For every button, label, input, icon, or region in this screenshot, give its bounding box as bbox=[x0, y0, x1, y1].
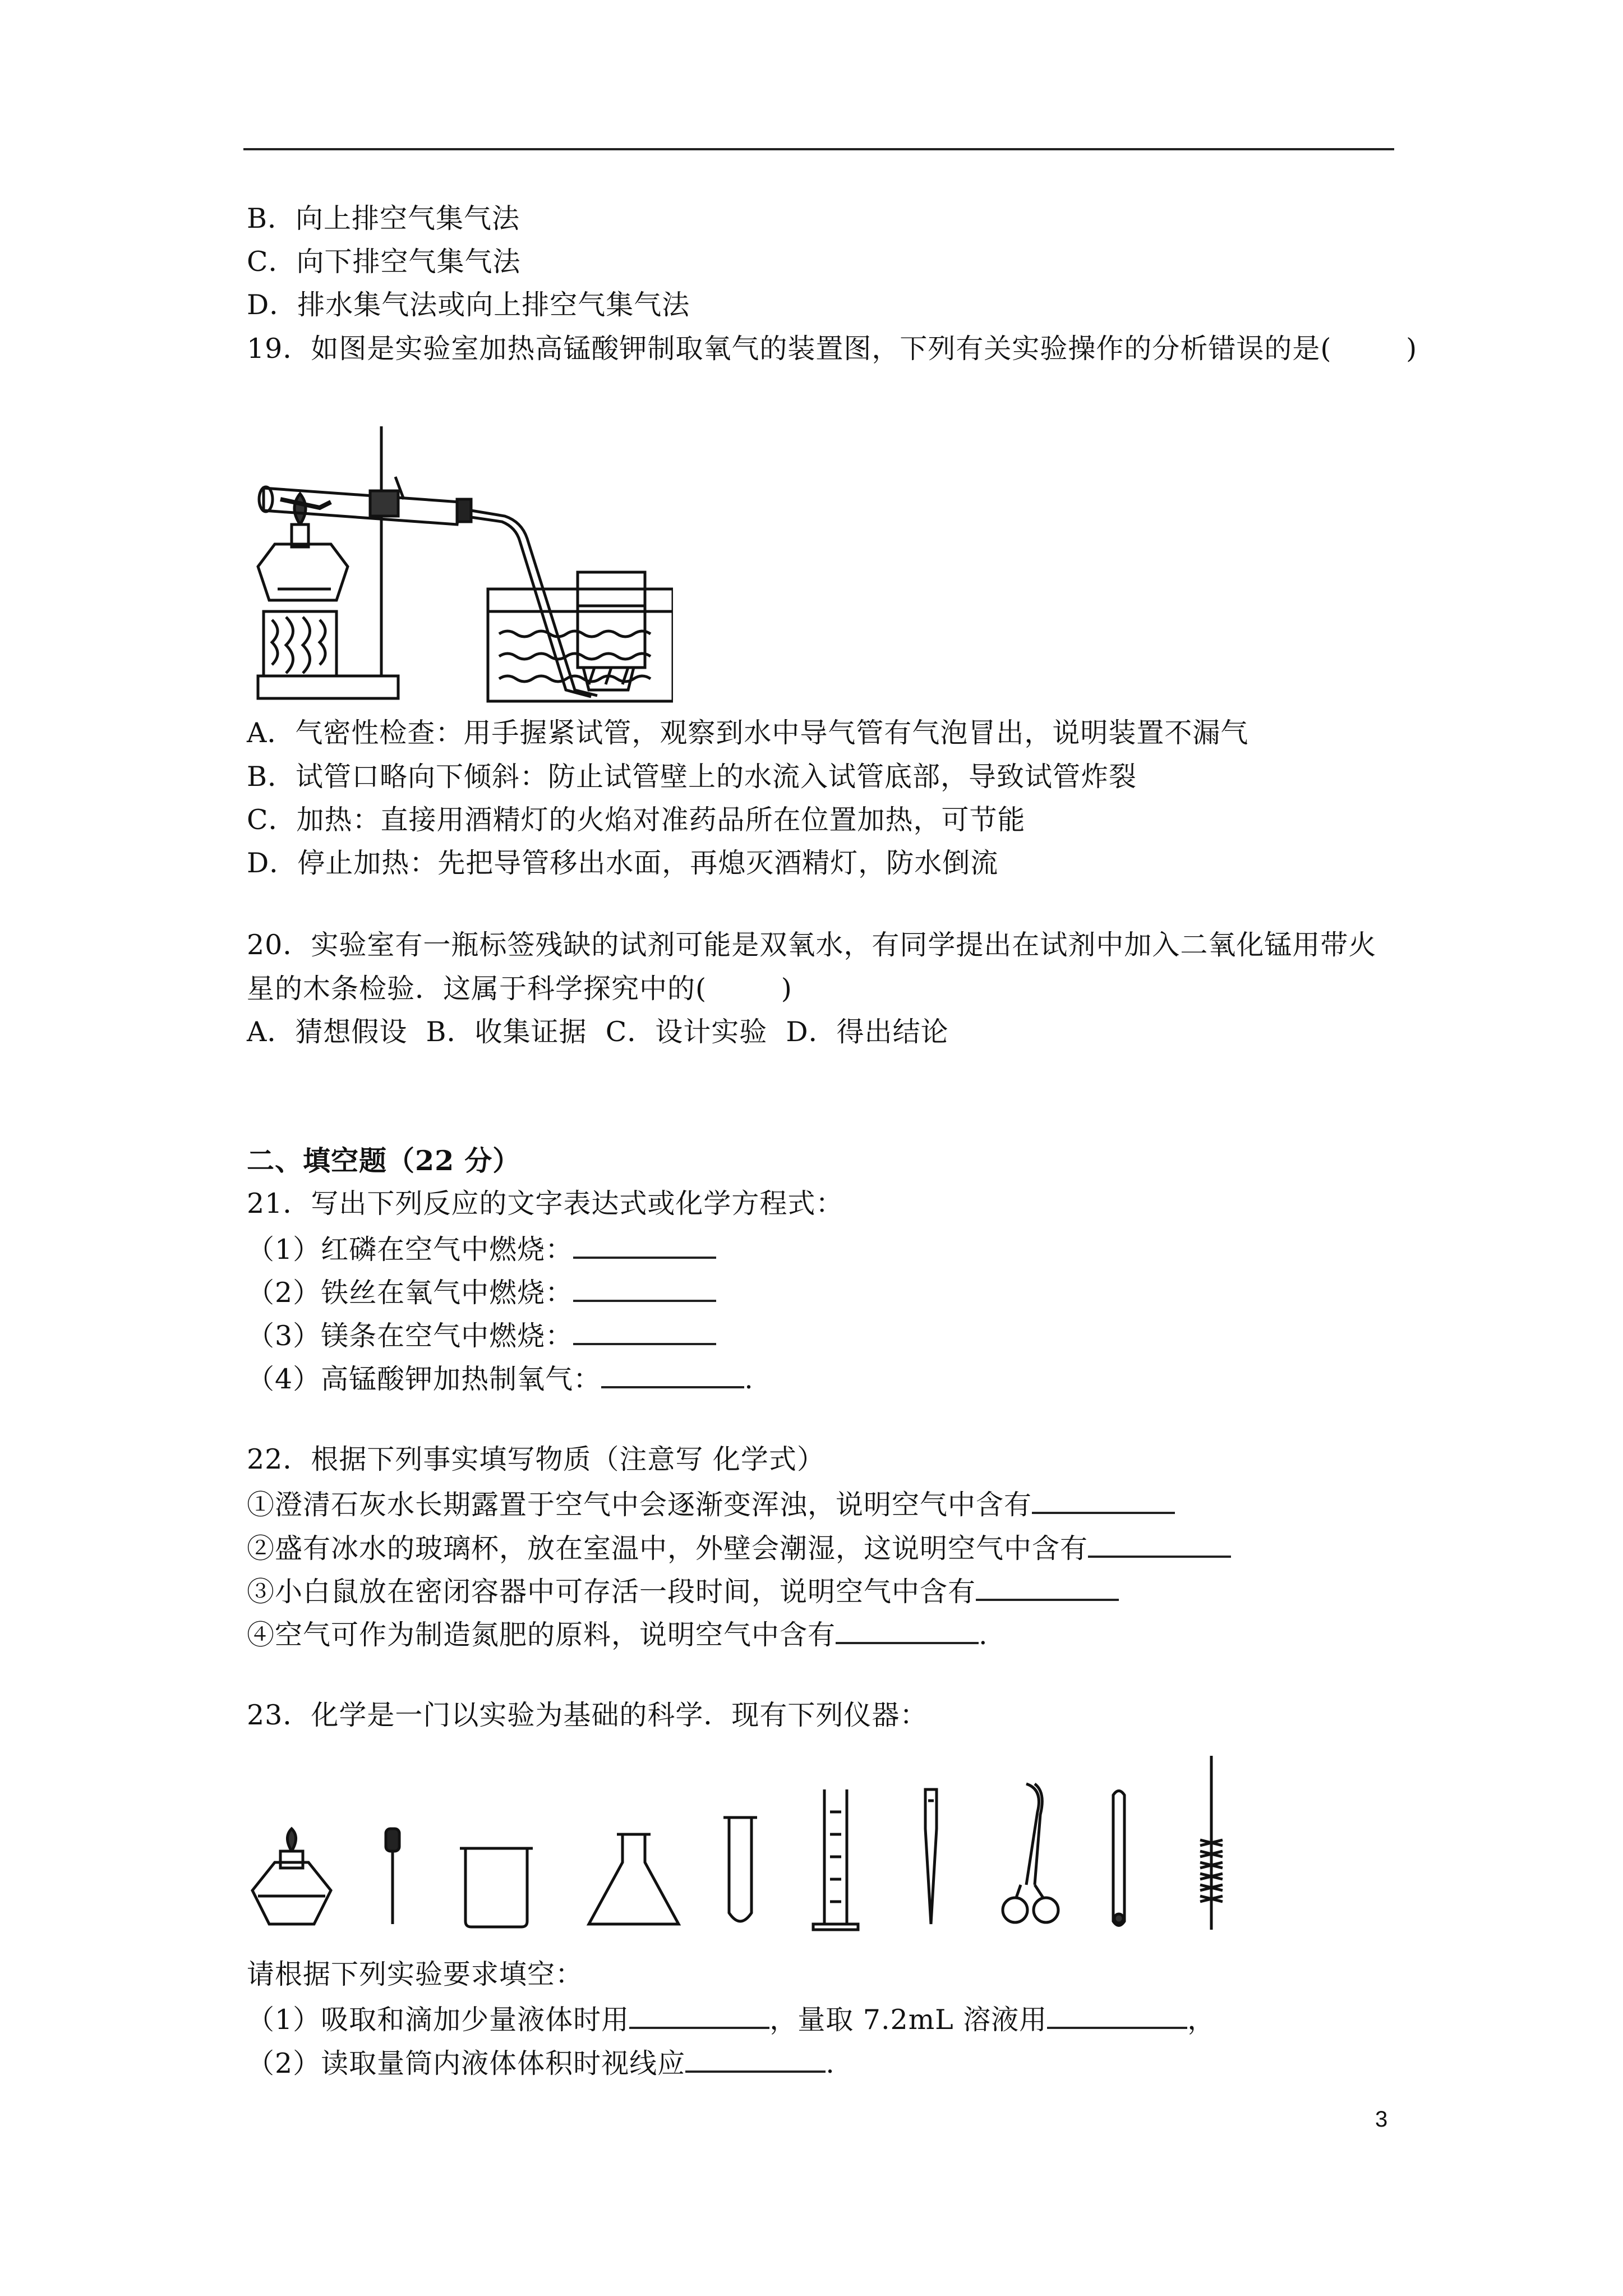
q22-period: . bbox=[979, 1619, 988, 1651]
q22-part1 bbox=[247, 1486, 1175, 1522]
q21-part1-text: （1）红磷在空气中燃烧： bbox=[247, 1234, 574, 1266]
crucible-tongs-icon bbox=[1003, 1784, 1058, 1922]
oxygen-apparatus-figure bbox=[247, 421, 673, 707]
test-tube-brush-icon bbox=[1200, 1756, 1223, 1930]
thermometer-icon bbox=[1113, 1791, 1124, 1926]
answer-blank bbox=[1088, 1530, 1231, 1558]
q19-option-c: C．加热：直接用酒精灯的火焰对准药品所在位置加热，可节能 bbox=[247, 804, 1026, 836]
answer-blank bbox=[1047, 2001, 1187, 2029]
page-number: 3 bbox=[1375, 2107, 1388, 2132]
q23-part1-text-b: ，量取 7.2mL 溶液用 bbox=[769, 2004, 1048, 2036]
answer-blank bbox=[976, 1573, 1119, 1601]
answer-blank bbox=[836, 1616, 979, 1644]
q23-part2-text: （2）读取量筒内液体体积时视线应 bbox=[247, 2047, 686, 2079]
q18-option-c: C．向下排空气集气法 bbox=[247, 246, 521, 278]
q21-part2-text: （2）铁丝在氧气中燃烧： bbox=[247, 1277, 574, 1309]
q21-part2 bbox=[247, 1274, 716, 1310]
tweezers-icon bbox=[925, 1789, 937, 1924]
q23-part1-text-a: （1）吸取和滴加少量液体时用 bbox=[247, 2004, 630, 2036]
q19-option-b: B．试管口略向下倾斜：防止试管壁上的水流入试管底部，导致试管炸裂 bbox=[247, 761, 1137, 793]
q21-part4 bbox=[247, 1360, 754, 1396]
answer-blank bbox=[685, 2045, 826, 2073]
test-tube-icon bbox=[723, 1818, 757, 1921]
q21-stem: 21．写出下列反应的文字表达式或化学方程式： bbox=[247, 1188, 844, 1220]
q22-part1-text: ①澄清石灰水长期露置于空气中会逐渐变浑浊，说明空气中含有 bbox=[247, 1489, 1032, 1521]
q19-stem: 19．如图是实验室加热高锰酸钾制取氧气的装置图，下列有关实验操作的分析错误的是( ) bbox=[247, 333, 1418, 365]
q21-period: . bbox=[744, 1363, 754, 1395]
q21-part3-text: （3）镁条在空气中燃烧： bbox=[247, 1320, 574, 1352]
q21-part4-text: （4）高锰酸钾加热制氧气： bbox=[247, 1363, 602, 1395]
q20-stem-line2: 星的木条检验．这属于科学探究中的( ) bbox=[247, 973, 792, 1005]
q23-part1-text-c: ， bbox=[1187, 2004, 1216, 2036]
answer-blank bbox=[573, 1317, 716, 1345]
q20-stem-line1: 20．实验室有一瓶标签残缺的试剂可能是双氧水，有同学提出在试剂中加入二氧化锰用带火 bbox=[247, 929, 1377, 961]
q23-period: . bbox=[826, 2047, 835, 2079]
section-title: 二、填空题（22 分） bbox=[247, 1144, 521, 1177]
dropper-icon bbox=[386, 1829, 399, 1924]
conical-flask-icon bbox=[589, 1834, 679, 1924]
q22-part2-text: ②盛有冰水的玻璃杯，放在室温中，外壁会潮湿，这说明空气中含有 bbox=[247, 1533, 1089, 1565]
answer-blank bbox=[573, 1231, 716, 1259]
q22-stem: 22．根据下列事实填写物质（注意写 化学式） bbox=[247, 1443, 825, 1475]
q19-option-a: A．气密性检查：用手握紧试管，观察到水中导气管有气泡冒出，说明装置不漏气 bbox=[247, 717, 1249, 749]
q23-part2 bbox=[247, 2045, 835, 2081]
answer-blank bbox=[573, 1274, 716, 1302]
answer-blank bbox=[629, 2001, 769, 2029]
answer-blank bbox=[601, 1360, 744, 1388]
q22-part4-text: ④空气可作为制造氮肥的原料，说明空气中含有 bbox=[247, 1619, 836, 1651]
q20-options: A．猜想假设 B．收集证据 C．设计实验 D．得出结论 bbox=[247, 1016, 949, 1048]
beaker-icon bbox=[460, 1848, 533, 1927]
header-rule bbox=[243, 148, 1394, 150]
q18-option-d: D．排水集气法或向上排空气集气法 bbox=[247, 289, 690, 321]
graduated-cylinder-icon bbox=[813, 1789, 858, 1930]
q22-part3 bbox=[247, 1573, 1119, 1609]
answer-blank bbox=[1032, 1486, 1175, 1514]
q22-part2 bbox=[247, 1530, 1231, 1566]
q23-part1 bbox=[247, 2001, 1215, 2037]
alcohol-lamp-icon bbox=[252, 1829, 331, 1924]
q21-part1 bbox=[247, 1231, 716, 1267]
q22-part4 bbox=[247, 1616, 988, 1652]
q23-instruction: 请根据下列实验要求填空： bbox=[247, 1958, 584, 1990]
q22-part3-text: ③小白鼠放在密闭容器中可存活一段时间，说明空气中含有 bbox=[247, 1576, 976, 1608]
q19-option-d: D．停止加热：先把导管移出水面，再熄灭酒精灯，防水倒流 bbox=[247, 847, 999, 879]
q21-part3 bbox=[247, 1317, 716, 1353]
lab-instruments-figure bbox=[247, 1750, 1256, 1941]
q18-option-b: B．向上排空气集气法 bbox=[247, 203, 520, 234]
q23-stem: 23．化学是一门以实验为基础的科学．现有下列仪器： bbox=[247, 1699, 928, 1731]
